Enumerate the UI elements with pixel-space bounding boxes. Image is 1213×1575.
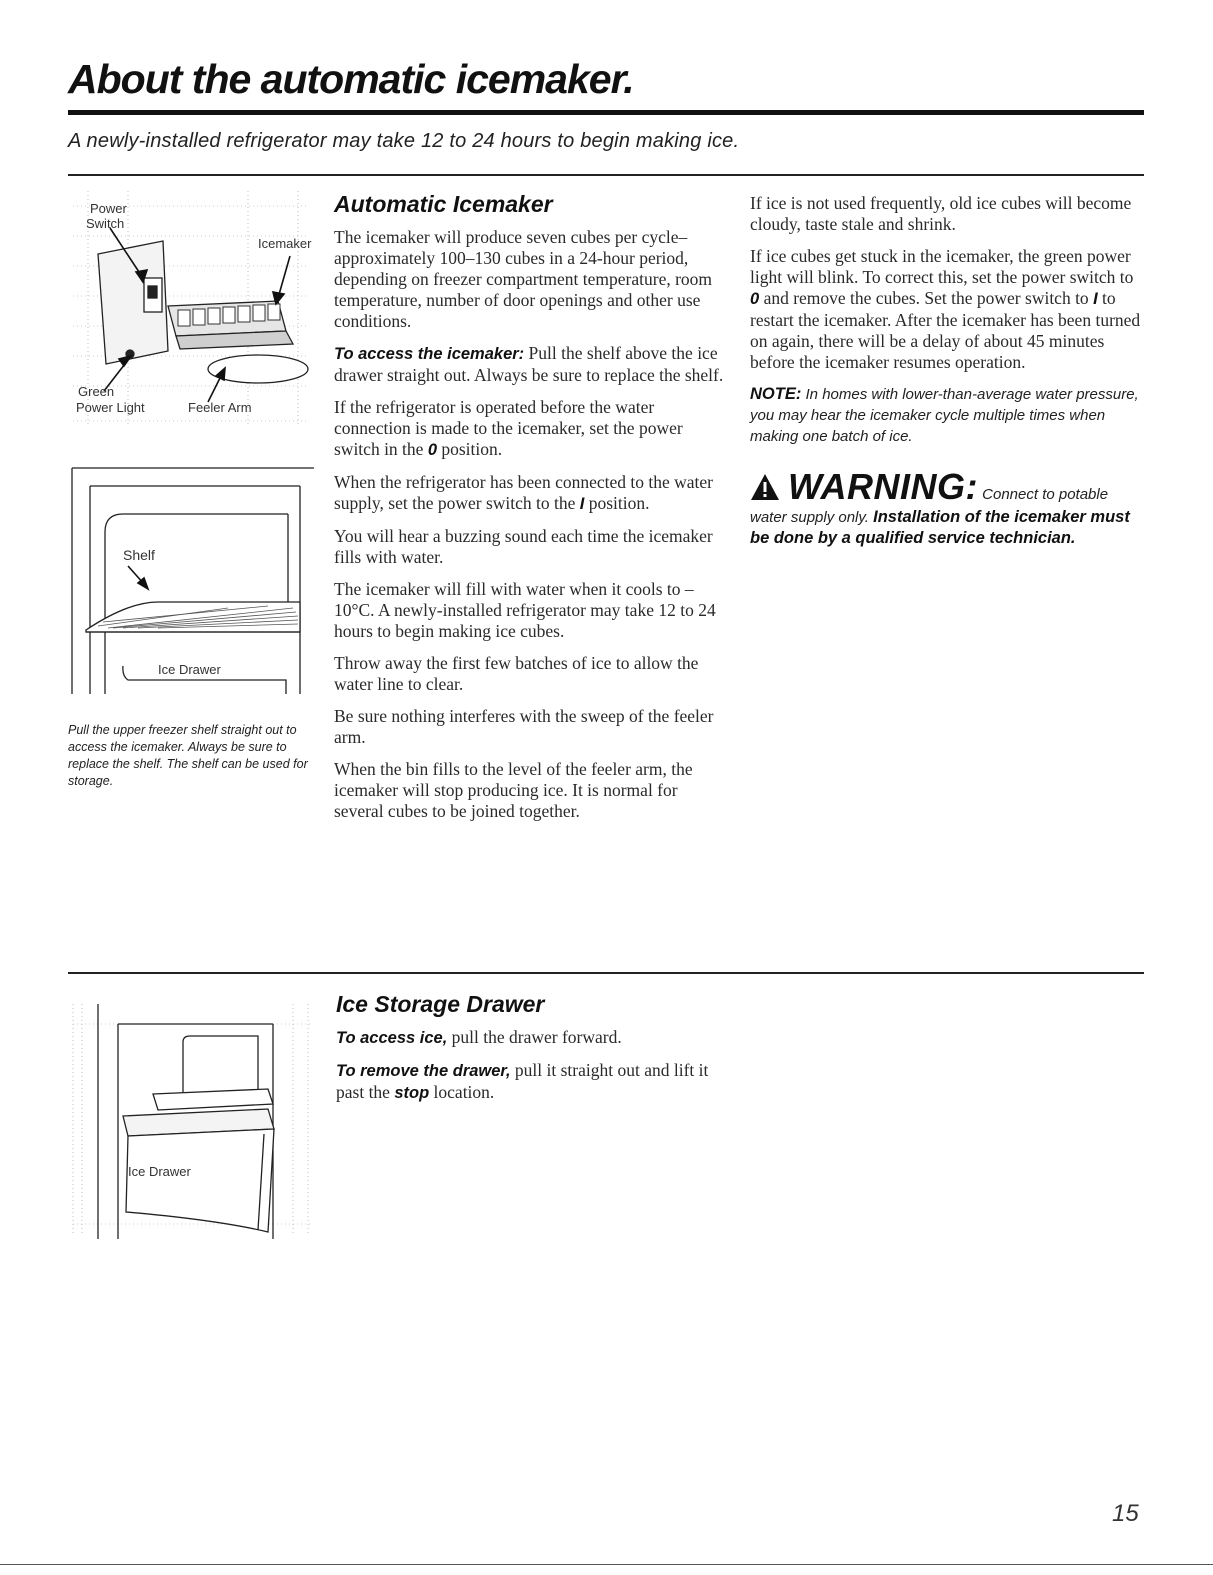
ice-drawer-figure bbox=[68, 994, 318, 1244]
p4-text-a: When the refrigerator has been connected to the water supply, set the power switch to the bbox=[334, 472, 713, 513]
feeler-arm-label: Feeler Arm bbox=[188, 400, 252, 415]
ice-drawer-label: Ice Drawer bbox=[128, 1164, 191, 1179]
warning-block bbox=[750, 466, 1145, 549]
warning-text-1: Connect to potable water supply only. bbox=[750, 486, 1109, 526]
note-text: In homes with lower-than-average water pressure, you may hear the icemaker cycle multiple times when making one batch of ice. bbox=[750, 386, 1139, 445]
off-symbol-2: 0 bbox=[750, 290, 760, 308]
p2-text-c: to restart the icemaker. After the icemaker has been turned on again, there will be a delay of about 45 minutes before the icemaker resumes operation. bbox=[750, 288, 1141, 372]
drawer-paragraph-2 bbox=[336, 1060, 736, 1104]
automatic-icemaker-heading: Automatic Icemaker bbox=[334, 191, 553, 217]
p4-text-b: position. bbox=[584, 493, 650, 513]
ice-drawer-label-shelf: Ice Drawer bbox=[158, 662, 221, 677]
intro-rule bbox=[68, 174, 1144, 176]
icemaker-paragraph-4 bbox=[334, 472, 729, 515]
p3-text-a: If the refrigerator is operated before the water connection is made to the icemaker, set the power switch in the bbox=[334, 397, 683, 459]
access-icemaker-text: Pull the shelf above the ice drawer straight out. Always be sure to replace the shelf. bbox=[334, 343, 724, 385]
shelf-label: Shelf bbox=[123, 547, 155, 563]
icemaker-paragraph-1: The icemaker will produce seven cubes per cycle–approximately 100–130 cubes in a 24-hour period, depending on freezer compartment temperature, room temperature, number of door openings and other use conditions. bbox=[334, 227, 713, 331]
icemaker-paragraph-2 bbox=[334, 343, 729, 386]
power-switch-label-2: Switch bbox=[86, 216, 125, 231]
icemaker-figure bbox=[68, 186, 318, 436]
remove-drawer-text-a: pull it straight out and lift it past the bbox=[336, 1060, 709, 1102]
warning-text-2: Installation of the icemaker must be done by a qualified service technician. bbox=[750, 508, 1130, 547]
p3-text-b: position. bbox=[437, 439, 503, 459]
note-paragraph bbox=[750, 384, 1145, 447]
right-paragraph-1: If ice is not used frequently, old ice cubes will become cloudy, taste stale and shrink. bbox=[750, 193, 1132, 234]
remove-drawer-text-b: location. bbox=[429, 1082, 495, 1102]
icemaker-paragraph-6: The icemaker will fill with water when it cools to –10°C. A newly-installed refrigerator may take 12 to 24 hours to begin making ice cubes. bbox=[334, 579, 716, 641]
off-symbol: 0 bbox=[427, 441, 437, 459]
automatic-icemaker-section bbox=[334, 191, 729, 833]
icemaker-paragraph-9: When the bin fills to the level of the feeler arm, the icemaker will stop producing ice. It is normal for several cubes to be joined together. bbox=[334, 759, 693, 821]
ice-storage-drawer-section bbox=[336, 991, 736, 1115]
warning-icon bbox=[750, 473, 780, 507]
green-label: Green bbox=[78, 384, 115, 399]
ice-storage-drawer-heading: Ice Storage Drawer bbox=[336, 991, 545, 1017]
remove-drawer-lead: To remove the drawer, bbox=[336, 1062, 511, 1080]
on-symbol-2: I bbox=[1093, 290, 1098, 308]
p2-text-a: If ice cubes get stuck in the icemaker, the green power light will blink. To correct this, set the power switch to bbox=[750, 246, 1134, 287]
access-icemaker-lead: To access the icemaker: bbox=[334, 345, 525, 363]
icemaker-paragraph-3 bbox=[334, 397, 729, 461]
on-symbol: I bbox=[579, 495, 585, 513]
access-ice-lead: To access ice, bbox=[336, 1029, 448, 1047]
shelf-caption: Pull the upper freezer shelf straight out to access the icemaker. Always be sure to replace the shelf. The shelf can be used for storage. bbox=[68, 723, 308, 788]
drawer-paragraph-1 bbox=[336, 1027, 736, 1049]
power-light-label: Power Light bbox=[76, 400, 145, 415]
icemaker-label: Icemaker bbox=[258, 236, 312, 251]
bottom-rule bbox=[0, 1564, 1213, 1565]
intro-text: A newly-installed refrigerator may take 12 to 24 hours to begin making ice. bbox=[68, 130, 740, 152]
title-rule bbox=[68, 110, 1144, 115]
p2-text-b: and remove the cubes. Set the power switch to bbox=[759, 288, 1094, 308]
page-title: About the automatic icemaker. bbox=[68, 56, 634, 102]
stop-word: stop bbox=[394, 1084, 430, 1102]
section-rule bbox=[68, 972, 1144, 974]
icemaker-paragraph-8: Be sure nothing interferes with the sweep of the feeler arm. bbox=[334, 706, 714, 747]
right-paragraph-2 bbox=[750, 246, 1145, 373]
right-column bbox=[750, 193, 1145, 549]
warning-word: WARNING: bbox=[788, 466, 978, 507]
shelf-figure bbox=[68, 462, 318, 700]
access-ice-text: pull the drawer forward. bbox=[447, 1027, 622, 1047]
page-number: 15 bbox=[1112, 1500, 1139, 1527]
note-label: NOTE: bbox=[750, 385, 802, 403]
power-switch-label-1: Power bbox=[90, 201, 127, 216]
icemaker-paragraph-5: You will hear a buzzing sound each time the icemaker fills with water. bbox=[334, 526, 713, 567]
icemaker-paragraph-7: Throw away the first few batches of ice to allow the water line to clear. bbox=[334, 653, 699, 694]
